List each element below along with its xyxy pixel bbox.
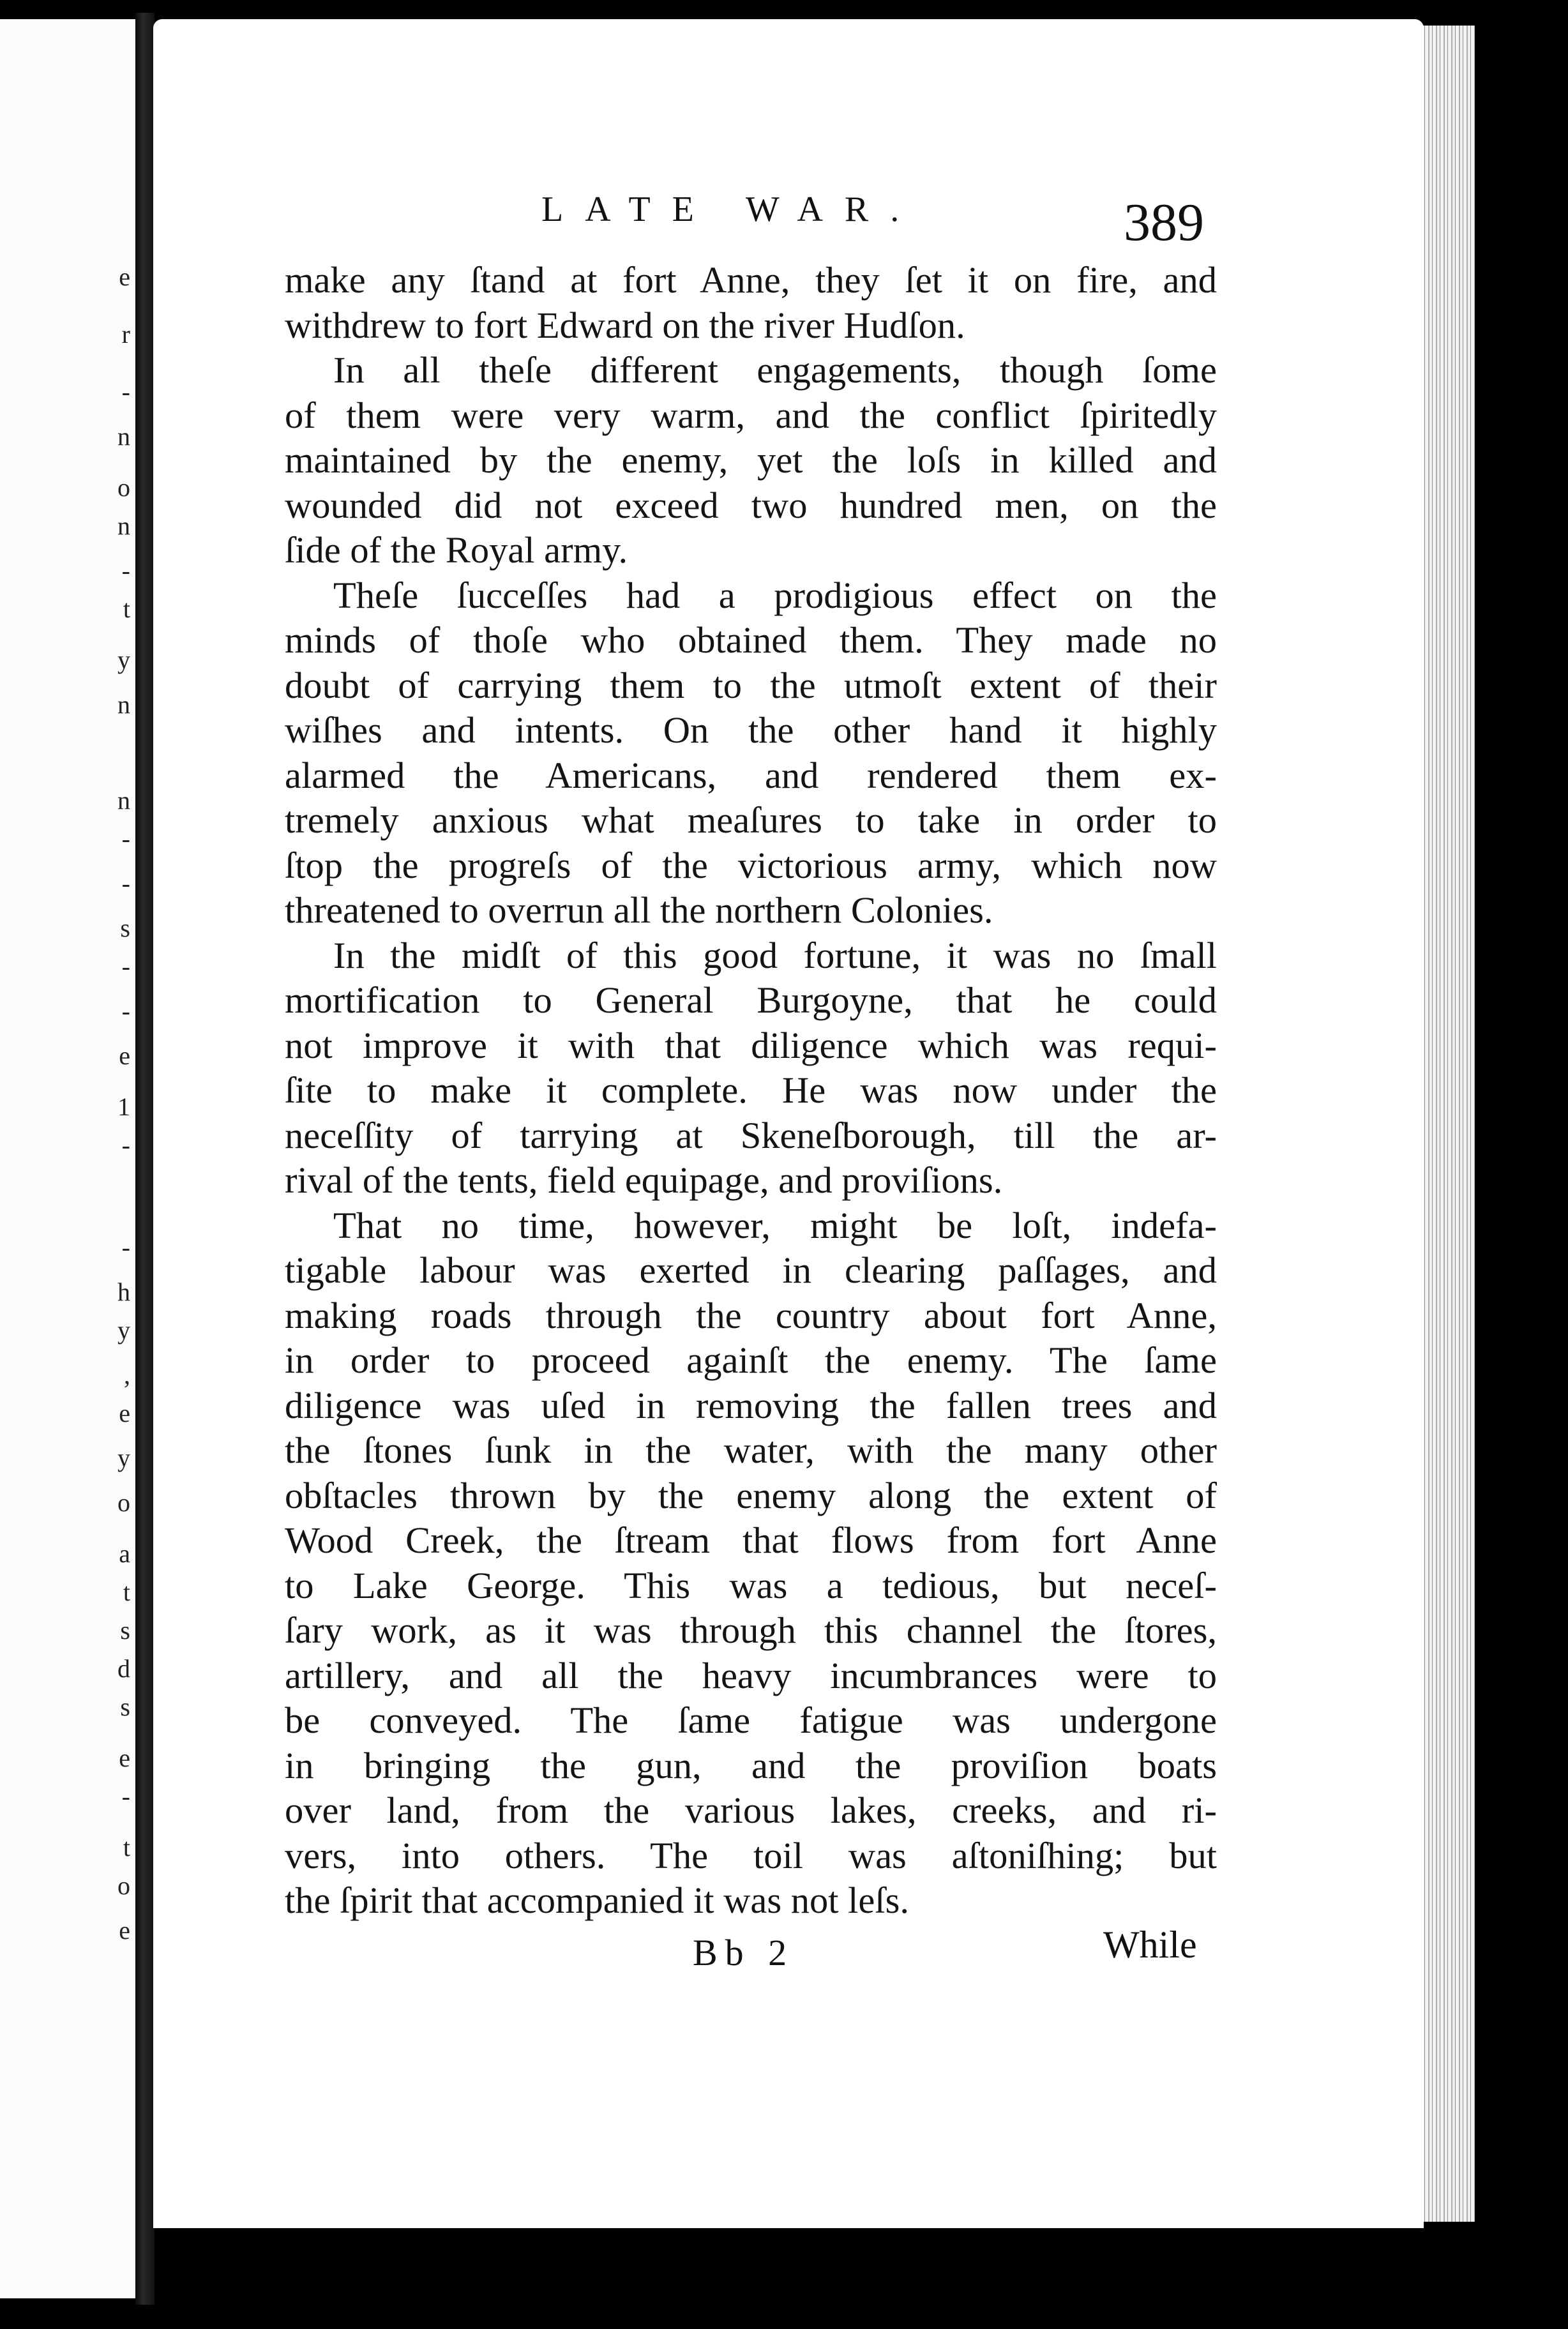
facing-page-fragment: d	[117, 1654, 130, 1683]
text-line: neceſſity of tarrying at Skeneſborough, till the ar-	[285, 1114, 1217, 1156]
text-line: over land, from the various lakes, creeks, and ri-	[285, 1790, 1217, 1831]
facing-page-fragment: ,	[124, 1360, 130, 1389]
text-line: diligence was uſed in removing the fallen trees and	[285, 1384, 1217, 1426]
facing-page-fragment: e	[119, 1399, 130, 1428]
facing-page-fragment: a	[119, 1539, 130, 1568]
facing-page-fragment: y	[117, 1443, 130, 1472]
facing-page-fragment: r	[121, 320, 130, 349]
facing-page-fragment: t	[123, 1833, 130, 1862]
text-line: making roads through the country about fort Anne,	[285, 1294, 1217, 1336]
facing-page-fragment: n	[117, 511, 130, 540]
text-line: withdrew to fort Edward on the river Hudſon.	[285, 304, 965, 346]
text-line: Theſe ſucceſſes had a prodigious effect on the	[333, 574, 1217, 616]
signature-mark: Bb 2	[693, 1932, 795, 1973]
text-line: of them were very warm, and the conflict ſpiritedly	[285, 394, 1217, 436]
text-line: wounded did not exceed two hundred men, on the	[285, 484, 1217, 526]
facing-page-fragment: y	[117, 1316, 130, 1345]
facing-page-fragment: e	[119, 262, 130, 291]
facing-page-fragment: 1	[117, 1092, 130, 1121]
text-line: be conveyed. The ſame fatigue was undergone	[285, 1700, 1217, 1741]
facing-page-fragment: -	[121, 556, 130, 585]
text-line: In all theſe different engagements, though ſome	[333, 349, 1217, 391]
facing-page-fragment: s	[120, 1616, 130, 1645]
facing-page-fragment: n	[117, 690, 130, 719]
text-line: minds of thoſe who obtained them. They made no	[285, 619, 1217, 661]
text-line: make any ſtand at fort Anne, they ſet it on fire, and	[285, 259, 1217, 301]
facing-page-fragment: t	[123, 1578, 130, 1606]
text-line: to Lake George. This was a tedious, but neceſ-	[285, 1564, 1217, 1606]
facing-page-fragment: -	[121, 997, 130, 1025]
text-line: Wood Creek, the ſtream that flows from fort Anne	[285, 1519, 1217, 1561]
text-line: ſite to make it complete. He was now under the	[285, 1069, 1217, 1111]
facing-page-fragment: -	[121, 952, 130, 981]
facing-page-fragment: s	[120, 1692, 130, 1721]
text-line: the ſtones ſunk in the water, with the many other	[285, 1429, 1217, 1471]
facing-page-fragment: -	[121, 1233, 130, 1262]
facing-page-fragment: y	[117, 645, 130, 674]
page-number: 389	[1124, 193, 1204, 252]
text-line: maintained by the enemy, yet the loſs in killed and	[285, 439, 1217, 481]
facing-page-fragment: o	[117, 1871, 130, 1900]
book-gutter	[135, 13, 155, 2305]
text-line: In the midſt of this good fortune, it was no ſmall	[333, 934, 1217, 976]
text-line: That no time, however, might be loſt, indefa-	[333, 1204, 1217, 1246]
running-title: LATE WAR.	[541, 190, 921, 229]
facing-page-fragment: o	[117, 1488, 130, 1517]
text-line: mortification to General Burgoyne, that he could	[285, 979, 1217, 1021]
text-line: vers, into others. The toil was aſtoniſhing; but	[285, 1834, 1217, 1876]
text-line: in order to proceed againſt the enemy. The ſame	[285, 1339, 1217, 1381]
text-line: in bringing the gun, and the proviſion boats	[285, 1744, 1217, 1786]
text-line: tigable labour was exerted in clearing paſſages, and	[285, 1249, 1217, 1291]
catchword: While	[1103, 1924, 1197, 1966]
facing-page-fragment: s	[120, 914, 130, 942]
facing-page-fragment: n	[117, 786, 130, 815]
facing-page-fragment: -	[121, 1131, 130, 1159]
facing-page-fragment: -	[121, 1782, 130, 1811]
facing-page-fragment: -	[121, 824, 130, 853]
text-line: ſide of the Royal army.	[285, 529, 628, 571]
text-line: ſtop the progreſs of the victorious army, which now	[285, 844, 1217, 886]
facing-page-fragment: e	[119, 1041, 130, 1070]
facing-page-fragment: -	[121, 377, 130, 406]
facing-page-fragment: e	[119, 1916, 130, 1945]
facing-page-fragment: h	[117, 1278, 130, 1306]
body-text	[285, 258, 1217, 1924]
facing-page	[0, 19, 139, 2298]
text-line: rival of the tents, field equipage, and proviſions.	[285, 1159, 1003, 1201]
text-line: obſtacles thrown by the enemy along the extent of	[285, 1474, 1217, 1516]
text-line: the ſpirit that accompanied it was not leſs.	[285, 1880, 909, 1921]
facing-page-fragment: t	[123, 594, 130, 623]
text-line: doubt of carrying them to the utmoſt extent of their	[285, 664, 1217, 706]
text-line: wiſhes and intents. On the other hand it highly	[285, 709, 1217, 751]
facing-page-fragment: n	[117, 422, 130, 451]
text-line: not improve it with that diligence which was requi-	[285, 1024, 1217, 1066]
text-line: artillery, and all the heavy incumbrances were to	[285, 1654, 1217, 1696]
text-line: ſary work, as it was through this channel the ſtores,	[285, 1609, 1217, 1651]
text-line: tremely anxious what meaſures to take in order to	[285, 799, 1217, 841]
text-line: alarmed the Americans, and rendered them ex-	[285, 754, 1217, 796]
facing-page-fragment: e	[119, 1744, 130, 1772]
facing-page-fragment: -	[121, 869, 130, 898]
facing-page-fragment: o	[117, 473, 130, 502]
text-line: threatened to overrun all the northern Colonies.	[285, 889, 993, 931]
